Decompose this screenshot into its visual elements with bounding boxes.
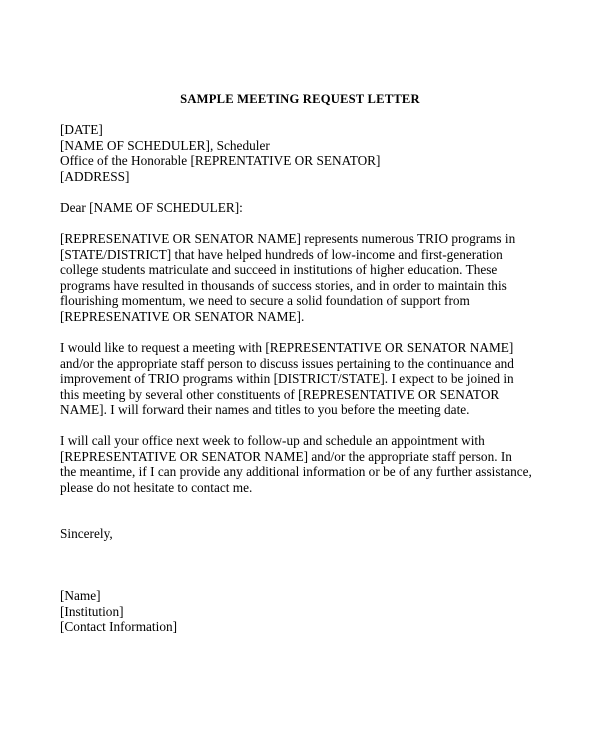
paragraph-followup (60, 433, 560, 495)
paragraph-line: please do not hesitate to contact me. (60, 479, 253, 495)
address-line: [ADDRESS] (60, 168, 130, 184)
recipient-address (60, 122, 560, 184)
salutation (60, 200, 560, 216)
office-line: Office of the Honorable [REPRENTATIVE OR SENATOR] (60, 153, 381, 168)
signature-institution: [Institution] (60, 603, 124, 619)
paragraph-line: [STATE/DISTRICT] that have helped hundreds of low-income and first-generation (60, 246, 503, 262)
paragraph-line: I will call your office next week to follow-up and schedule an appointment with (60, 433, 485, 448)
paragraph-intro (60, 231, 560, 324)
paragraph-line: [REPRESENTATIVE OR SENATOR NAME] and/or the appropriate staff person. In (60, 448, 512, 464)
salutation-text: Dear [NAME OF SCHEDULER]: (60, 200, 243, 215)
paragraph-line: NAME]. I will forward their names and titles to you before the meeting date. (60, 402, 470, 417)
paragraph-line: this meeting by several other constituents of [REPRESENTATIVE OR SENATOR (60, 386, 500, 402)
signature-name: [Name] (60, 588, 101, 603)
paragraph-line: I would like to request a meeting with [REPRESENTATIVE OR SENATOR NAME] (60, 340, 514, 355)
paragraph-line: [REPRESENATIVE OR SENATOR NAME]. (60, 308, 305, 324)
scheduler-line: [NAME OF SCHEDULER], Scheduler (60, 137, 270, 153)
paragraph-request (60, 340, 560, 418)
closing-text: Sincerely, (60, 526, 113, 541)
paragraph-line: programs have resulted in thousands of success stories, and in order to maintain this (60, 277, 507, 293)
signature-contact: [Contact Information] (60, 619, 178, 634)
paragraph-line: and/or the appropriate staff person to discuss issues pertaining to the continuance and (60, 355, 514, 371)
closing (60, 526, 560, 542)
paragraph-line: improvement of TRIO programs within [DISTRICT/STATE]. I expect to be joined in (60, 371, 514, 386)
paragraph-line: flourishing momentum, we need to secure a solid foundation of support from (60, 293, 470, 308)
date-line: [DATE] (60, 122, 103, 137)
paragraph-line: college students matriculate and succeed in institutions of higher education. These (60, 262, 498, 277)
letter-title: SAMPLE MEETING REQUEST LETTER (180, 92, 420, 106)
paragraph-line: [REPRESENATIVE OR SENATOR NAME] represents numerous TRIO programs in (60, 231, 516, 246)
signature-block (60, 588, 560, 635)
paragraph-line: the meantime, if I can provide any additional information or be of any further assistance, (60, 464, 532, 479)
